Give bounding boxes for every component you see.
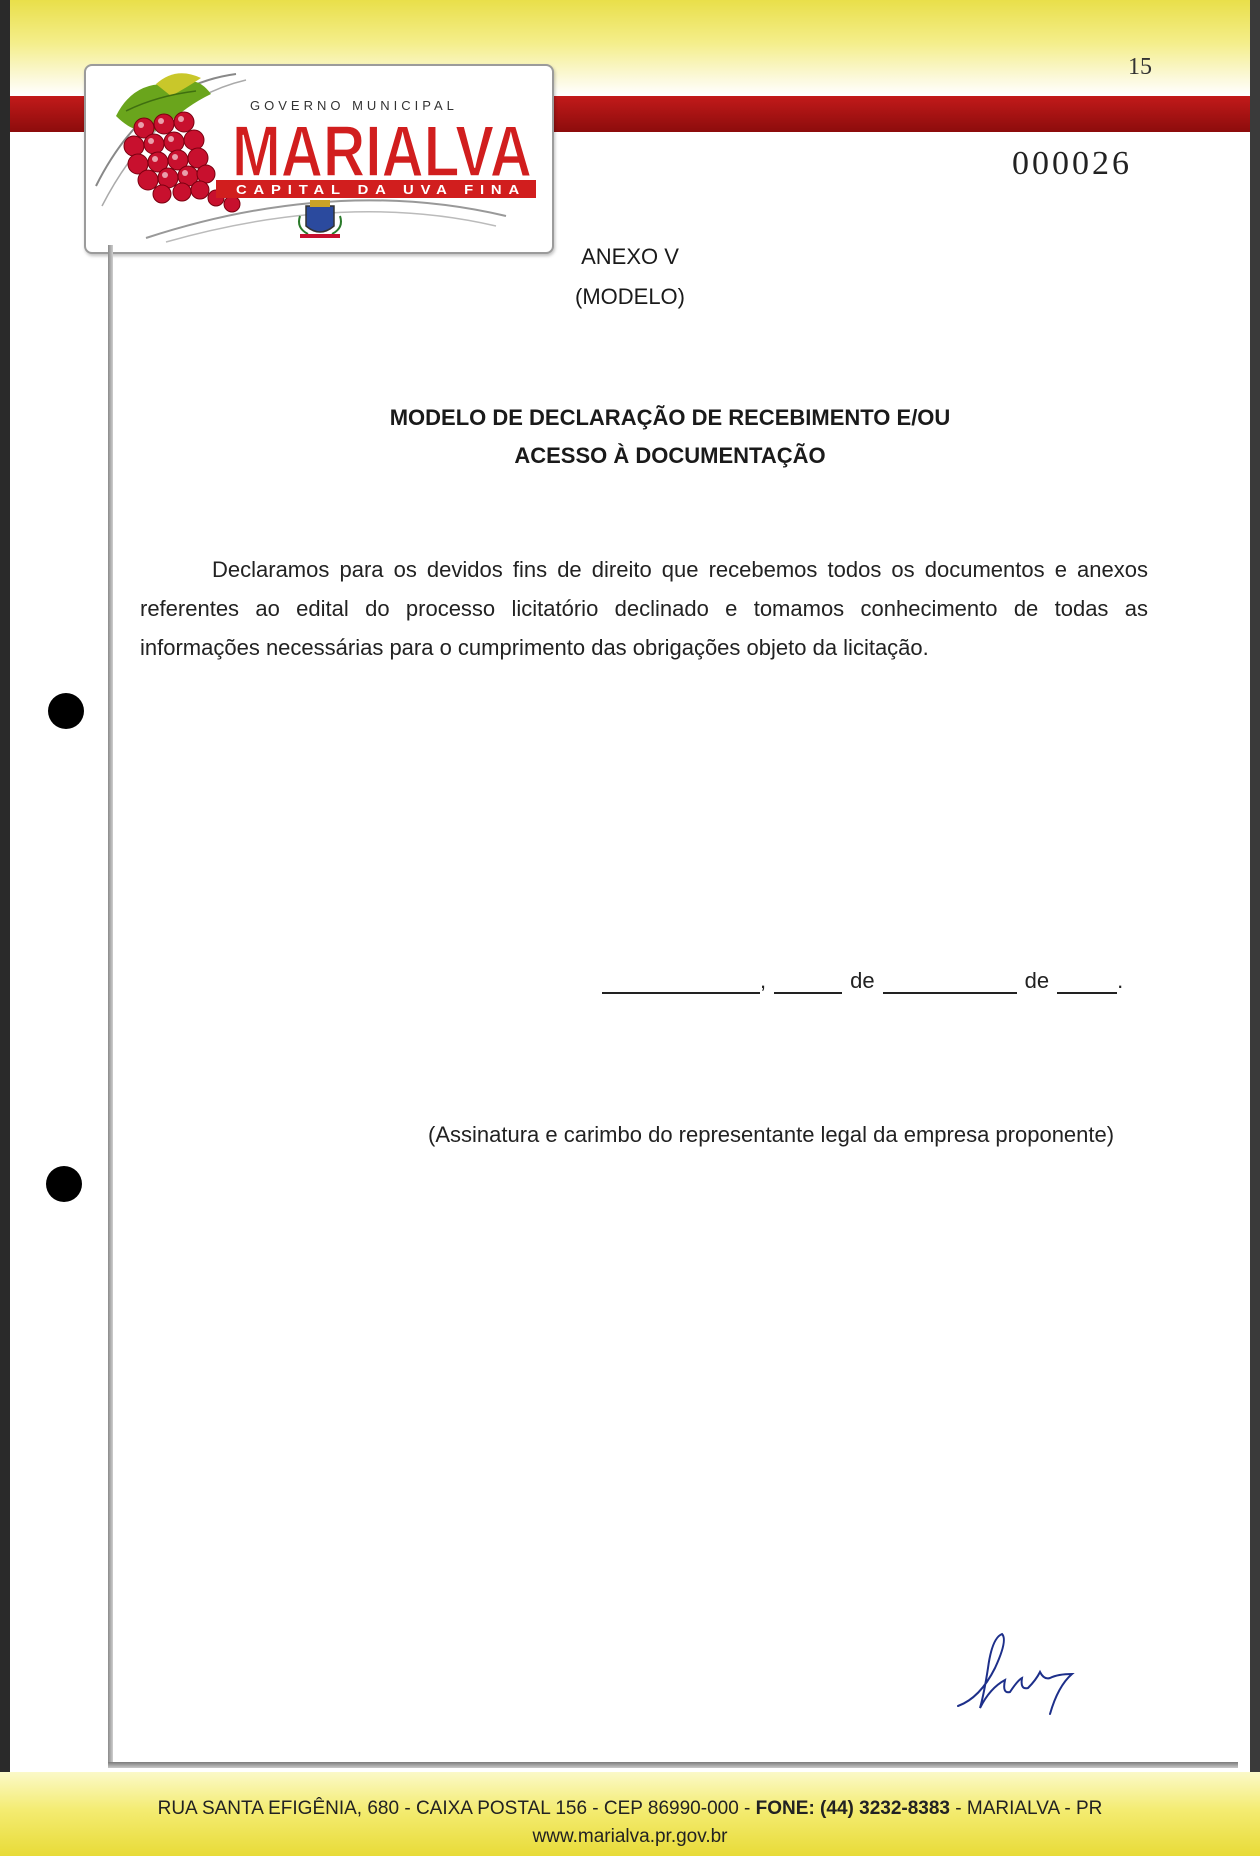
- document-number: 000026: [1012, 145, 1132, 182]
- scan-right-edge: [1250, 0, 1260, 1856]
- declaration-body-text: Declaramos para os devidos fins de direito que recebemos todos os documentos e anexos referentes ao edital do processo licitatório declinado e tomamos conhecimento de todas as informações necessárias para o cumprimento das obrigações objeto da licitação.: [140, 557, 1148, 660]
- date-comma: ,: [760, 968, 767, 993]
- punch-hole: [48, 693, 84, 729]
- municipal-logo: [84, 64, 554, 254]
- day-blank: [774, 968, 842, 994]
- footer-address: RUA SANTA EFIGÊNIA, 680 - CAIXA POSTAL 156 - CEP 86990-000 -: [157, 1798, 756, 1819]
- declaration-heading-line2: ACESSO À DOCUMENTAÇÃO: [514, 443, 826, 468]
- footer-city: - MARIALVA - PR: [950, 1798, 1103, 1819]
- page-number: 15: [1128, 54, 1152, 80]
- footer-address-line: [0, 1798, 1260, 1820]
- logo-top-text: GOVERNO MUNICIPAL: [250, 98, 458, 113]
- handwritten-signature: [950, 1628, 1090, 1718]
- logo-slogan: CAPITAL DA UVA FINA: [236, 182, 526, 197]
- footer-phone: FONE: (44) 3232-8383: [755, 1798, 950, 1819]
- annex-title: ANEXO V: [581, 244, 679, 269]
- logo-city-name: MARIALVA: [232, 112, 532, 192]
- page-frame-bottom: [108, 1762, 1238, 1768]
- place-blank: [602, 968, 760, 994]
- page-frame-left: [108, 245, 113, 1765]
- logo-graphic: [86, 66, 552, 252]
- year-blank: [1057, 968, 1117, 994]
- date-period: .: [1117, 968, 1124, 993]
- date-de-2: de: [1024, 968, 1050, 993]
- declaration-heading-line1: MODELO DE DECLARAÇÃO DE RECEBIMENTO E/OU: [389, 405, 951, 430]
- month-blank: [883, 968, 1017, 994]
- annex-subtitle: (MODELO): [575, 284, 685, 309]
- coat-of-arms-icon: [299, 200, 341, 238]
- scan-left-edge: [0, 0, 10, 1856]
- date-de-1: de: [850, 968, 875, 993]
- footer-website: www.marialva.pr.gov.br: [532, 1826, 728, 1847]
- date-place-line: [602, 968, 1123, 994]
- declaration-body: [140, 550, 1148, 667]
- punch-hole: [46, 1166, 82, 1202]
- signature-caption: (Assinatura e carimbo do representante legal da empresa proponente): [428, 1122, 1115, 1147]
